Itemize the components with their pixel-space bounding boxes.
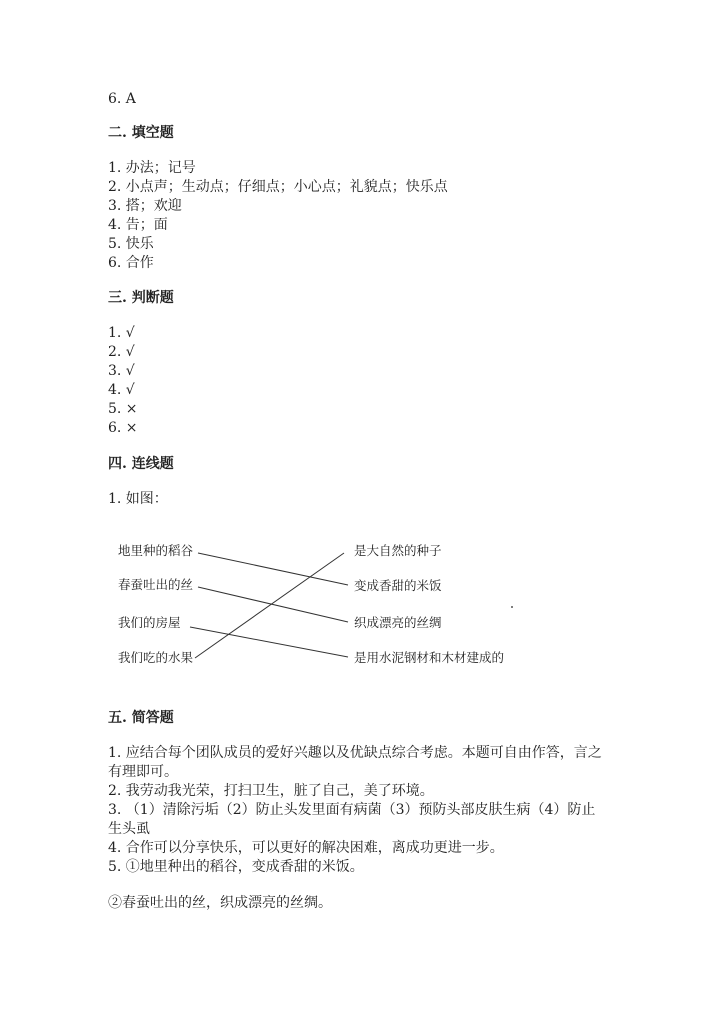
answer-paragraph: 5. ①地里种出的稻谷，变成香甜的米饭。 <box>108 859 364 875</box>
answer-paragraph: 2. 我劳动我光荣，打扫卫生，脏了自己，美了环境。 <box>108 783 434 799</box>
section-title-judgment: 三. 判断题 <box>108 290 174 306</box>
matching-left-item: 地里种的稻谷 <box>118 543 194 558</box>
answer-line: 5. × <box>108 401 138 417</box>
matching-right-item: 织成漂亮的丝绸 <box>354 615 442 630</box>
matching-right-item: 是大自然的种子 <box>354 543 442 558</box>
matching-left-item: 春蚕吐出的丝 <box>118 577 194 592</box>
answer-line: 1. 办法；记号 <box>108 160 196 176</box>
answer-line: 1. 如图： <box>108 491 168 507</box>
answer-line: 6. A <box>108 91 136 107</box>
match-line-silk <box>198 587 348 622</box>
answer-paragraph: 4. 合作可以分享快乐，可以更好的解决困难，离成功更进一步。 <box>108 840 504 856</box>
section-title-short-answer: 五. 简答题 <box>108 710 174 726</box>
answer-line: 3. 搭；欢迎 <box>108 198 182 214</box>
answer-line: 2. √ <box>108 344 135 360</box>
matching-left-item: 我们吃的水果 <box>118 650 194 665</box>
answer-line: 3. √ <box>108 363 135 379</box>
answer-paragraph: 3. （1）清除污垢（2）防止头发里面有病菌（3）预防头部皮肤生病（4）防止生头虱 <box>108 802 596 837</box>
matching-right-item: 变成香甜的米饭 <box>354 578 442 593</box>
match-line-rice <box>198 553 348 585</box>
answer-line: 4. 告；面 <box>108 217 168 233</box>
matching-right-item: 是用水泥钢材和木材建成的 <box>354 650 505 665</box>
answer-line: 6. 合作 <box>108 255 154 271</box>
stray-mark <box>511 606 513 608</box>
answer-paragraph: ②春蚕吐出的丝，织成漂亮的丝绸。 <box>108 895 332 911</box>
section-title-matching: 四. 连线题 <box>108 456 174 472</box>
answer-line: 2. 小点声；生动点；仔细点；小心点；礼貌点；快乐点 <box>108 179 448 195</box>
answer-line: 6. × <box>108 420 138 436</box>
answer-line: 4. √ <box>108 382 135 398</box>
answer-line: 5. 快乐 <box>108 236 154 252</box>
match-line-house <box>190 627 348 657</box>
answer-paragraph: 1. 应结合每个团队成员的爱好兴趣以及优缺点综合考虑。本题可自由作答，言之有理即可。 <box>108 745 602 780</box>
matching-left-item: 我们的房屋 <box>118 615 181 630</box>
answer-line: 1. √ <box>108 325 135 341</box>
section-title-fill-blank: 二. 填空题 <box>108 125 174 141</box>
